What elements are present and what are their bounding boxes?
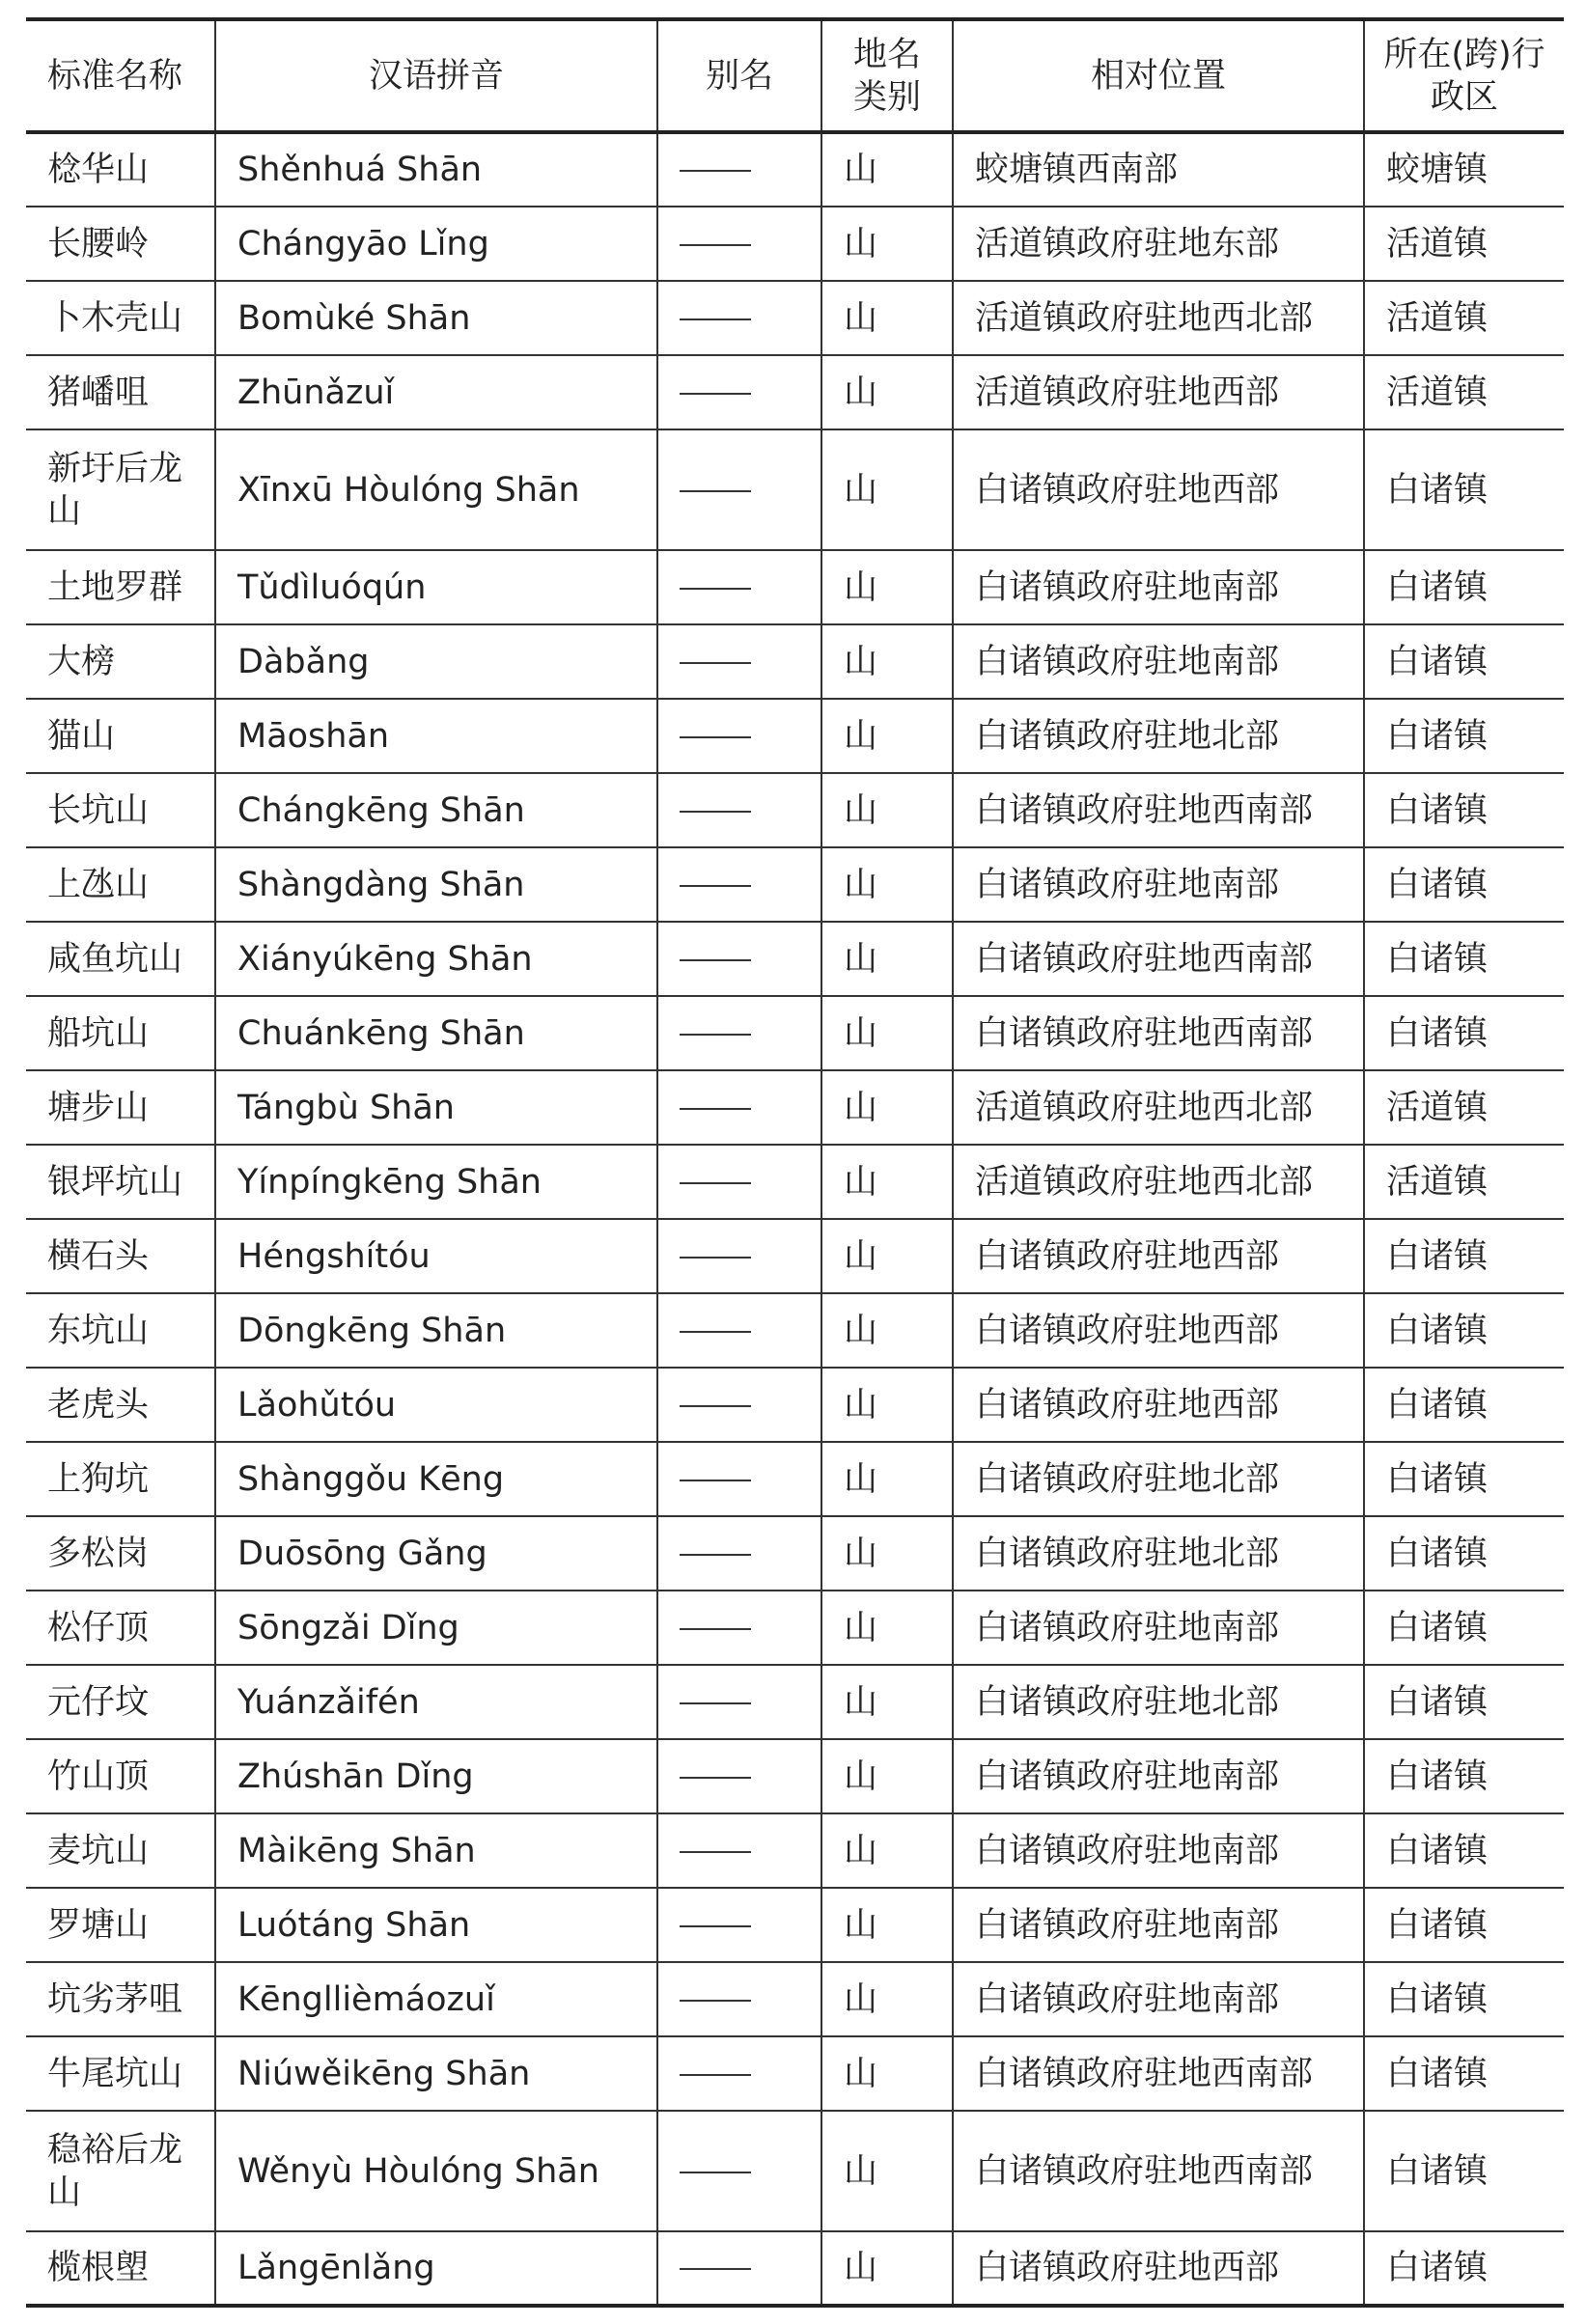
cell-standard-name: 新圩后龙山 — [26, 429, 215, 550]
cell-admin-region: 白诸镇 — [1364, 1516, 1564, 1591]
cell-pinyin: Wěnyù Hòulóng Shān — [215, 2111, 657, 2231]
cell-admin-region: 白诸镇 — [1364, 922, 1564, 996]
table-row — [26, 1442, 1564, 1516]
header-row — [26, 19, 1564, 132]
header-admin-region: 所在(跨)行政区 — [1364, 19, 1564, 132]
cell-standard-name: 榄根塱 — [26, 2231, 215, 2306]
cell-alias — [657, 1591, 821, 1665]
cell-pinyin: Yuánzǎifén — [215, 1665, 657, 1739]
table-row — [26, 1145, 1564, 1219]
table-row — [26, 281, 1564, 355]
alias-dash — [680, 885, 751, 887]
alias-dash — [680, 736, 751, 738]
cell-standard-name: 上狗坑 — [26, 1442, 215, 1516]
cell-standard-name: 罗塘山 — [26, 1888, 215, 1962]
cell-pinyin: Héngshítóu — [215, 1219, 657, 1293]
cell-relative-position: 白诸镇政府驻地西部 — [953, 429, 1364, 550]
cell-category: 山 — [821, 2036, 953, 2111]
table-row — [26, 624, 1564, 699]
cell-alias — [657, 773, 821, 847]
table-row — [26, 1962, 1564, 2036]
cell-alias — [657, 922, 821, 996]
alias-dash — [680, 1257, 751, 1259]
cell-relative-position: 白诸镇政府驻地西部 — [953, 1219, 1364, 1293]
cell-standard-name: 多松岗 — [26, 1516, 215, 1591]
alias-dash — [680, 959, 751, 961]
cell-alias — [657, 1813, 821, 1888]
table-row — [26, 1219, 1564, 1293]
cell-standard-name: 稳裕后龙山 — [26, 2111, 215, 2231]
cell-relative-position: 活道镇政府驻地西部 — [953, 355, 1364, 429]
cell-pinyin: Yínpíngkēng Shān — [215, 1145, 657, 1219]
cell-relative-position: 白诸镇政府驻地西部 — [953, 1368, 1364, 1442]
table-row — [26, 996, 1564, 1070]
cell-alias — [657, 1516, 821, 1591]
cell-standard-name: 卜木壳山 — [26, 281, 215, 355]
cell-standard-name: 银坪坑山 — [26, 1145, 215, 1219]
cell-admin-region: 白诸镇 — [1364, 1219, 1564, 1293]
cell-admin-region: 白诸镇 — [1364, 550, 1564, 624]
cell-category: 山 — [821, 699, 953, 773]
cell-category: 山 — [821, 1219, 953, 1293]
cell-category: 山 — [821, 1591, 953, 1665]
alias-dash — [680, 2000, 751, 2002]
cell-standard-name: 老虎头 — [26, 1368, 215, 1442]
cell-alias — [657, 1145, 821, 1219]
table-row — [26, 2231, 1564, 2306]
cell-pinyin: Màikēng Shān — [215, 1813, 657, 1888]
cell-standard-name: 长腰岭 — [26, 207, 215, 281]
alias-dash — [680, 170, 751, 172]
table-row — [26, 1293, 1564, 1368]
cell-admin-region: 活道镇 — [1364, 281, 1564, 355]
cell-relative-position: 白诸镇政府驻地西南部 — [953, 922, 1364, 996]
cell-pinyin: Tǔdìluóqún — [215, 550, 657, 624]
cell-pinyin: Dōngkēng Shān — [215, 1293, 657, 1368]
cell-standard-name: 竹山顶 — [26, 1739, 215, 1813]
alias-dash — [680, 1851, 751, 1853]
cell-pinyin: Bomùké Shān — [215, 281, 657, 355]
cell-standard-name: 上氹山 — [26, 847, 215, 922]
cell-category: 山 — [821, 624, 953, 699]
table-row — [26, 1368, 1564, 1442]
alias-dash — [680, 811, 751, 813]
cell-admin-region: 白诸镇 — [1364, 773, 1564, 847]
cell-relative-position: 白诸镇政府驻地南部 — [953, 1591, 1364, 1665]
cell-relative-position: 白诸镇政府驻地北部 — [953, 1665, 1364, 1739]
alias-dash — [680, 393, 751, 395]
alias-dash — [680, 1628, 751, 1630]
alias-dash — [680, 2268, 751, 2270]
alias-dash — [680, 2172, 751, 2173]
cell-relative-position: 白诸镇政府驻地北部 — [953, 1516, 1364, 1591]
cell-admin-region: 活道镇 — [1364, 1070, 1564, 1145]
cell-admin-region: 白诸镇 — [1364, 847, 1564, 922]
cell-admin-region: 活道镇 — [1364, 355, 1564, 429]
cell-standard-name: 元仔坟 — [26, 1665, 215, 1739]
cell-pinyin: Zhūnǎzuǐ — [215, 355, 657, 429]
cell-alias — [657, 699, 821, 773]
table-row — [26, 355, 1564, 429]
alias-dash — [680, 1480, 751, 1481]
cell-pinyin: Chángyāo Lǐng — [215, 207, 657, 281]
cell-alias — [657, 355, 821, 429]
cell-pinyin: Lǎohǔtóu — [215, 1368, 657, 1442]
table-body — [26, 132, 1564, 2306]
cell-relative-position: 活道镇政府驻地西北部 — [953, 1070, 1364, 1145]
cell-category: 山 — [821, 1665, 953, 1739]
cell-pinyin: Xīnxū Hòulóng Shān — [215, 429, 657, 550]
cell-relative-position: 白诸镇政府驻地南部 — [953, 1962, 1364, 2036]
table-row — [26, 1739, 1564, 1813]
cell-category: 山 — [821, 281, 953, 355]
cell-pinyin: Shàngdàng Shān — [215, 847, 657, 922]
cell-category: 山 — [821, 1070, 953, 1145]
table-row — [26, 132, 1564, 207]
cell-pinyin: Sōngzǎi Dǐng — [215, 1591, 657, 1665]
cell-category: 山 — [821, 1145, 953, 1219]
cell-alias — [657, 1665, 821, 1739]
alias-dash — [680, 490, 751, 492]
alias-dash — [680, 1405, 751, 1407]
table-row — [26, 847, 1564, 922]
cell-pinyin: Chángkēng Shān — [215, 773, 657, 847]
cell-category: 山 — [821, 2111, 953, 2231]
cell-standard-name: 松仔顶 — [26, 1591, 215, 1665]
cell-pinyin: Niúwěikēng Shān — [215, 2036, 657, 2111]
cell-category: 山 — [821, 1739, 953, 1813]
cell-alias — [657, 207, 821, 281]
cell-standard-name: 猫山 — [26, 699, 215, 773]
table-row — [26, 1070, 1564, 1145]
cell-pinyin: Luótáng Shān — [215, 1888, 657, 1962]
cell-standard-name: 横石头 — [26, 1219, 215, 1293]
cell-category: 山 — [821, 1442, 953, 1516]
alias-dash — [680, 1554, 751, 1556]
table-row — [26, 1516, 1564, 1591]
alias-dash — [680, 1331, 751, 1333]
alias-dash — [680, 588, 751, 590]
cell-admin-region: 白诸镇 — [1364, 1888, 1564, 1962]
cell-standard-name: 棯华山 — [26, 132, 215, 207]
cell-category: 山 — [821, 922, 953, 996]
cell-relative-position: 活道镇政府驻地西北部 — [953, 281, 1364, 355]
table-row — [26, 1591, 1564, 1665]
cell-category: 山 — [821, 773, 953, 847]
cell-pinyin: Kēngllièmáozuǐ — [215, 1962, 657, 2036]
cell-alias — [657, 1888, 821, 1962]
cell-relative-position: 白诸镇政府驻地南部 — [953, 847, 1364, 922]
cell-standard-name: 牛尾坑山 — [26, 2036, 215, 2111]
cell-alias — [657, 624, 821, 699]
table-row — [26, 207, 1564, 281]
cell-admin-region: 白诸镇 — [1364, 2036, 1564, 2111]
cell-alias — [657, 2036, 821, 2111]
cell-pinyin: Chuánkēng Shān — [215, 996, 657, 1070]
cell-admin-region: 白诸镇 — [1364, 1665, 1564, 1739]
cell-category: 山 — [821, 1888, 953, 1962]
cell-admin-region: 活道镇 — [1364, 207, 1564, 281]
cell-category: 山 — [821, 132, 953, 207]
cell-alias — [657, 1368, 821, 1442]
table-header — [26, 19, 1564, 132]
cell-admin-region: 白诸镇 — [1364, 2111, 1564, 2231]
cell-pinyin: Shěnhuá Shān — [215, 132, 657, 207]
cell-relative-position: 白诸镇政府驻地西南部 — [953, 996, 1364, 1070]
cell-standard-name: 大榜 — [26, 624, 215, 699]
cell-admin-region: 白诸镇 — [1364, 624, 1564, 699]
header-relative-position: 相对位置 — [953, 19, 1364, 132]
cell-relative-position: 白诸镇政府驻地西南部 — [953, 773, 1364, 847]
cell-category: 山 — [821, 1962, 953, 2036]
cell-pinyin: Duōsōng Gǎng — [215, 1516, 657, 1591]
header-standard-name: 标准名称 — [26, 19, 215, 132]
cell-admin-region: 白诸镇 — [1364, 1739, 1564, 1813]
cell-admin-region: 白诸镇 — [1364, 1442, 1564, 1516]
cell-relative-position: 白诸镇政府驻地西南部 — [953, 2036, 1364, 2111]
cell-pinyin: Tángbù Shān — [215, 1070, 657, 1145]
table-row — [26, 922, 1564, 996]
cell-admin-region: 白诸镇 — [1364, 1813, 1564, 1888]
cell-category: 山 — [821, 1516, 953, 1591]
cell-alias — [657, 429, 821, 550]
cell-pinyin: Zhúshān Dǐng — [215, 1739, 657, 1813]
cell-alias — [657, 1219, 821, 1293]
cell-category: 山 — [821, 355, 953, 429]
alias-dash — [680, 1034, 751, 1036]
alias-dash — [680, 1702, 751, 1704]
cell-admin-region: 活道镇 — [1364, 1145, 1564, 1219]
cell-category: 山 — [821, 1813, 953, 1888]
cell-admin-region: 白诸镇 — [1364, 996, 1564, 1070]
cell-admin-region: 白诸镇 — [1364, 429, 1564, 550]
alias-dash — [680, 244, 751, 246]
table-row — [26, 773, 1564, 847]
cell-pinyin: Māoshān — [215, 699, 657, 773]
cell-category: 山 — [821, 1368, 953, 1442]
cell-alias — [657, 2231, 821, 2306]
cell-alias — [657, 1739, 821, 1813]
cell-admin-region: 白诸镇 — [1364, 1368, 1564, 1442]
cell-alias — [657, 550, 821, 624]
cell-standard-name: 东坑山 — [26, 1293, 215, 1368]
cell-category: 山 — [821, 429, 953, 550]
cell-relative-position: 活道镇政府驻地西北部 — [953, 1145, 1364, 1219]
header-category: 地名类别 — [821, 19, 953, 132]
table-row — [26, 699, 1564, 773]
cell-admin-region: 白诸镇 — [1364, 699, 1564, 773]
cell-alias — [657, 2111, 821, 2231]
cell-pinyin: Dàbǎng — [215, 624, 657, 699]
cell-alias — [657, 132, 821, 207]
cell-category: 山 — [821, 996, 953, 1070]
cell-standard-name: 坑劣茅咀 — [26, 1962, 215, 2036]
cell-relative-position: 白诸镇政府驻地北部 — [953, 1442, 1364, 1516]
header-pinyin: 汉语拼音 — [215, 19, 657, 132]
cell-standard-name: 麦坑山 — [26, 1813, 215, 1888]
cell-standard-name: 咸鱼坑山 — [26, 922, 215, 996]
cell-relative-position: 白诸镇政府驻地南部 — [953, 1813, 1364, 1888]
cell-pinyin: Lǎngēnlǎng — [215, 2231, 657, 2306]
table-row — [26, 429, 1564, 550]
cell-alias — [657, 1442, 821, 1516]
cell-category: 山 — [821, 2231, 953, 2306]
cell-relative-position: 活道镇政府驻地东部 — [953, 207, 1364, 281]
cell-alias — [657, 847, 821, 922]
cell-alias — [657, 1962, 821, 2036]
cell-admin-region: 白诸镇 — [1364, 1962, 1564, 2036]
table-row — [26, 1665, 1564, 1739]
table-row — [26, 1813, 1564, 1888]
alias-dash — [680, 1925, 751, 1927]
cell-alias — [657, 281, 821, 355]
cell-category: 山 — [821, 550, 953, 624]
cell-admin-region: 蛟塘镇 — [1364, 132, 1564, 207]
cell-relative-position: 白诸镇政府驻地西部 — [953, 2231, 1364, 2306]
cell-alias — [657, 996, 821, 1070]
cell-relative-position: 蛟塘镇西南部 — [953, 132, 1364, 207]
cell-category: 山 — [821, 207, 953, 281]
table-row — [26, 2036, 1564, 2111]
table-row — [26, 550, 1564, 624]
alias-dash — [680, 1182, 751, 1184]
cell-category: 山 — [821, 847, 953, 922]
cell-standard-name: 船坑山 — [26, 996, 215, 1070]
cell-standard-name: 塘步山 — [26, 1070, 215, 1145]
cell-standard-name: 长坑山 — [26, 773, 215, 847]
cell-alias — [657, 1070, 821, 1145]
cell-admin-region: 白诸镇 — [1364, 2231, 1564, 2306]
cell-relative-position: 白诸镇政府驻地南部 — [953, 624, 1364, 699]
cell-relative-position: 白诸镇政府驻地西南部 — [953, 2111, 1364, 2231]
cell-admin-region: 白诸镇 — [1364, 1591, 1564, 1665]
cell-admin-region: 白诸镇 — [1364, 1293, 1564, 1368]
cell-alias — [657, 1293, 821, 1368]
alias-dash — [680, 318, 751, 320]
cell-relative-position: 白诸镇政府驻地西部 — [953, 1293, 1364, 1368]
cell-relative-position: 白诸镇政府驻地南部 — [953, 1739, 1364, 1813]
table-row — [26, 1888, 1564, 1962]
cell-relative-position: 白诸镇政府驻地北部 — [953, 699, 1364, 773]
alias-dash — [680, 1108, 751, 1110]
cell-standard-name: 猪嶓咀 — [26, 355, 215, 429]
cell-category: 山 — [821, 1293, 953, 1368]
header-alias: 别名 — [657, 19, 821, 132]
cell-standard-name: 土地罗群 — [26, 550, 215, 624]
cell-pinyin: Xiányúkēng Shān — [215, 922, 657, 996]
cell-relative-position: 白诸镇政府驻地南部 — [953, 1888, 1364, 1962]
table-row — [26, 2111, 1564, 2231]
cell-pinyin: Shànggǒu Kēng — [215, 1442, 657, 1516]
alias-dash — [680, 662, 751, 664]
alias-dash — [680, 1777, 751, 1779]
place-name-table — [26, 17, 1564, 2308]
cell-relative-position: 白诸镇政府驻地南部 — [953, 550, 1364, 624]
alias-dash — [680, 2074, 751, 2076]
